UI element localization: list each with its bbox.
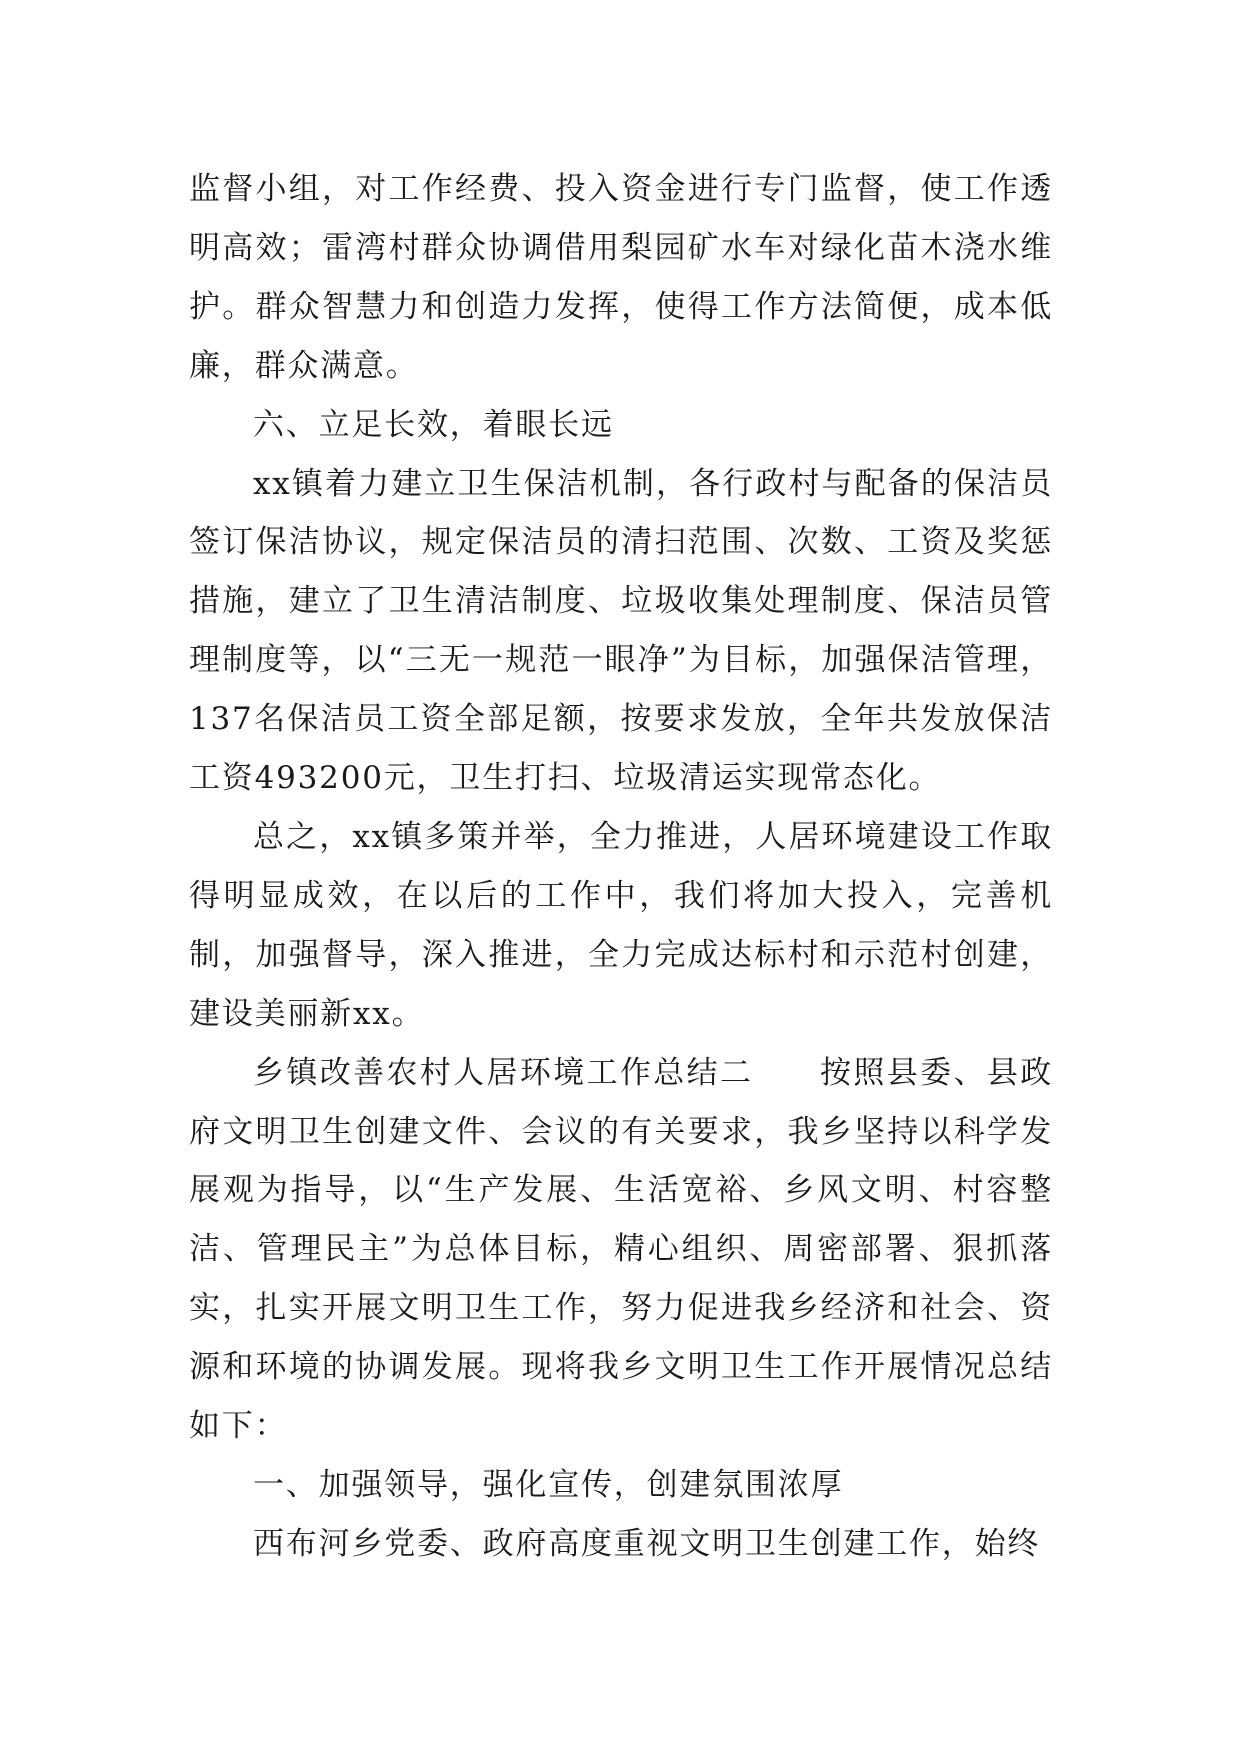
paragraph-summary-two-intro: 乡镇改善农村人居环境工作总结二 按照县委、县政府文明卫生创建文件、会议的有关要求，我乡坚持以科学发展观为指导，以“生产发展、生活宽裕、乡风文明、村容整洁、管理民主”为总体目标，精心组织、周密部署、狠抓落实，扎实开展文明卫生工作，努力促进我乡经济和社会、资源和环境的协调发展。现将我乡文明卫生工作开展情况总结如下： — [189, 1054, 1053, 1445]
document-body — [189, 160, 1053, 1574]
paragraph-party-committee: 西布河乡党委、政府高度重视文明卫生创建工作，始终 — [253, 1525, 1041, 1562]
heading-section-one: 一、加强领导，强化宣传，创建氛围浓厚 — [253, 1466, 844, 1503]
paragraph-supervision: 监督小组，对工作经费、投入资金进行专门监督，使工作透明高效；雷湾村群众协调借用梨园矿水车对绿化苗木浇水维护。群众智慧力和创造力发挥，使得工作方法简便，成本低廉，群众满意。 — [189, 171, 1053, 384]
paragraph-conclusion: 总之，xx镇多策并举，全力推进，人居环境建设工作取得明显成效，在以后的工作中，我们将加大投入，完善机制，加强督导，深入推进，全力完成达标村和示范村创建，建设美丽新xx。 — [189, 818, 1053, 1032]
heading-section-six: 六、立足长效，着眼长远 — [253, 406, 614, 443]
paragraph-cleaning-mechanism: xx镇着力建立卫生保洁机制，各行政村与配备的保洁员签订保洁协议，规定保洁员的清扫范围、次数、工资及奖惩措施，建立了卫生清洁制度、垃圾收集处理制度、保洁员管理制度等，以“三无一规范一眼净”为目标，加强保洁管理，137名保洁员工资全部足额，按要求发放，全年共发放保洁工资493200元，卫生打扫、垃圾清运实现常态化。 — [189, 465, 1053, 797]
